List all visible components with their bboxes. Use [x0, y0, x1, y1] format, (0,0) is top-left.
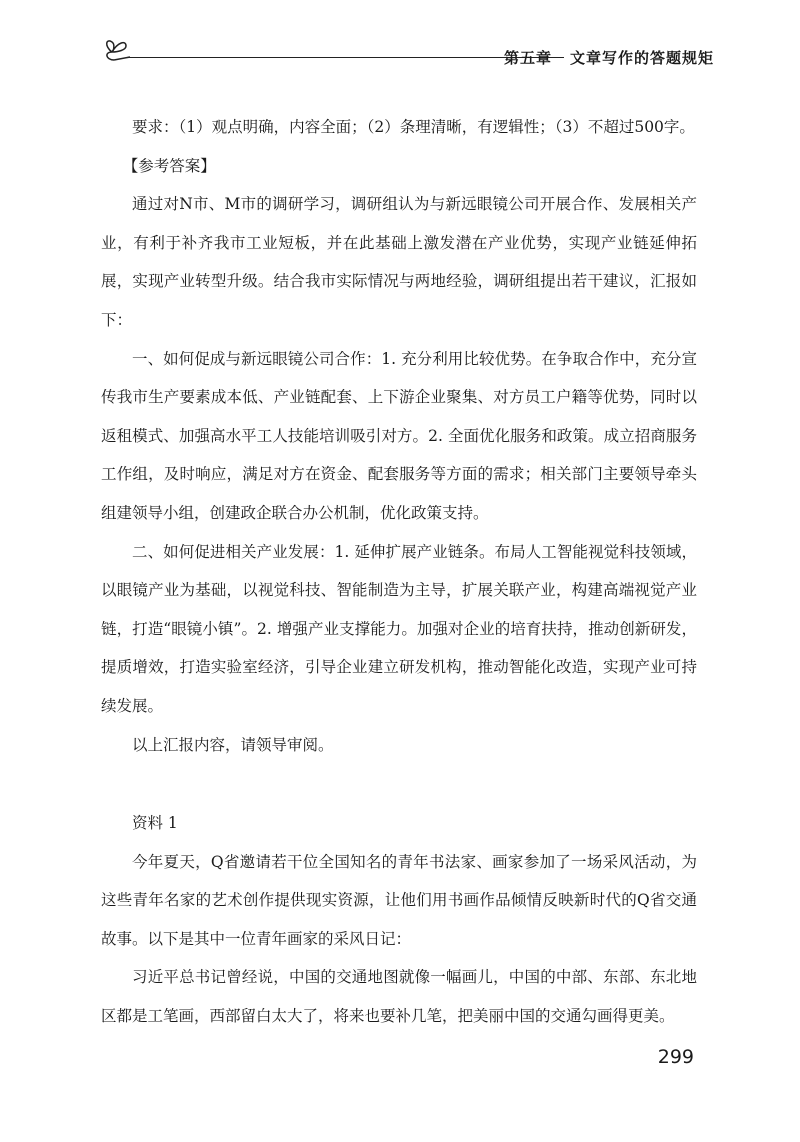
answer-paragraph: 通过对N市、M市的调研学习，调研组认为与新远眼镜公司开展合作、发展相关产业，有利于补齐我市工业短板，并在此基础上激发潜在产业优势，实现产业链延伸拓展，实现产业转型升级。结合我市实际情况与两地经验，调研组提出若干建议，汇报如下： — [101, 195, 697, 329]
answer-paragraph: 一、如何促成与新远眼镜公司合作：1. 充分利用比较优势。在争取合作中，充分宣传我市生产要素成本低、产业链配套、上下游企业聚集、对方员工户籍等优势，同时以返租模式、加强高水平工人技能培训吸引对方。2. 全面优化服务和政策。成立招商服务工作组，及时响应，满足对方在资金、配套服务等方面的需求；相关部门主要领导牵头组建领导小组，创建政企联合办公机制，优化政策支持。 — [101, 349, 697, 522]
answer-heading: 【参考答案】 — [122, 156, 216, 175]
chapter-label: 第五章 — [503, 49, 552, 67]
page-number: 299 — [657, 1046, 694, 1068]
sprout-icon — [100, 30, 140, 66]
material-paragraph: 习近平总书记曾经说，中国的交通地图就像一幅画儿，中国的中部、东部、东北地区都是工笔画，西部留白太大了，将来也要补几笔，把美丽中国的交通勾画得更美。 — [101, 968, 697, 1026]
running-header — [100, 30, 720, 70]
header-rule — [128, 57, 564, 58]
answer-paragraph: 以上汇报内容，请领导审阅。 — [132, 735, 334, 754]
material-heading: 资料 1 — [132, 814, 178, 833]
chapter-name: 文章写作的答题规矩 — [569, 49, 714, 67]
section-gap — [101, 764, 697, 804]
page-content — [101, 108, 697, 1036]
material-paragraph: 今年夏天，Q省邀请若干位全国知名的青年书法家、画家参加了一场采风活动，为这些青年名家的艺术创作提供现实资源，让他们用书画作品倾情反映新时代的Q省交通故事。以下是其中一位青年画家的采风日记： — [101, 852, 697, 948]
chapter-title — [504, 47, 714, 68]
requirement-text: 要求：（1）观点明确，内容全面；（2）条理清晰，有逻辑性；（3）不超过500字。 — [132, 118, 695, 136]
answer-paragraph: 二、如何促进相关产业发展：1. 延伸扩展产业链条。布局人工智能视觉科技领域，以眼镜产业为基础，以视觉科技、智能制造为主导，扩展关联产业，构建高端视觉产业链，打造“眼镜小镇”。2. 增强产业支撑能力。加强对企业的培育扶持，推动创新研发，提质增效，打造实验室经济，引导企业建立研发机构，推动智能化改造，实现产业可持续发展。 — [101, 542, 697, 715]
